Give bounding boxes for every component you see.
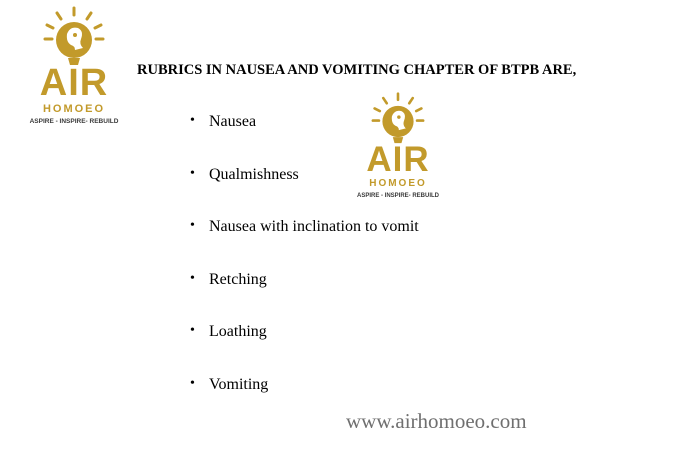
website-url: www.airhomoeo.com — [346, 409, 527, 433]
bullet: • — [190, 165, 195, 181]
bullet: • — [190, 323, 195, 338]
logo-brand: AIR — [39, 62, 109, 104]
list-item — [190, 113, 419, 166]
logo-sub: HOMOEO — [369, 178, 427, 189]
logo-tagline: ASPIRE - INSPIRE- REBUILD — [29, 118, 119, 125]
rubric-label: Nausea — [209, 113, 257, 130]
logo-top — [20, 6, 128, 126]
list-item — [190, 271, 419, 324]
rubric-label: Qualmishness — [209, 165, 299, 183]
rubric-label: Loathing — [209, 323, 267, 340]
rubric-list — [190, 113, 419, 428]
logo-sub: HOMOEO — [42, 103, 106, 115]
logo-tagline: ASPIRE - INSPIRE- REBUILD — [356, 193, 439, 199]
list-item — [190, 323, 419, 376]
logo-brand: AIR — [366, 140, 430, 179]
bullet: • — [190, 113, 195, 128]
bullet: • — [190, 270, 195, 286]
rubric-label: Retching — [209, 270, 267, 288]
page-heading: RUBRICS IN NAUSEA AND VOMITING CHAPTER OF BTPB ARE, — [137, 62, 577, 78]
bulb-head-icon — [42, 6, 106, 66]
list-item — [190, 166, 419, 219]
bullet: • — [190, 218, 195, 233]
list-item — [190, 218, 419, 271]
bullet: • — [190, 375, 195, 391]
rubric-label: Nausea with inclination to vomit — [209, 218, 419, 235]
rubric-label: Vomiting — [209, 375, 269, 393]
